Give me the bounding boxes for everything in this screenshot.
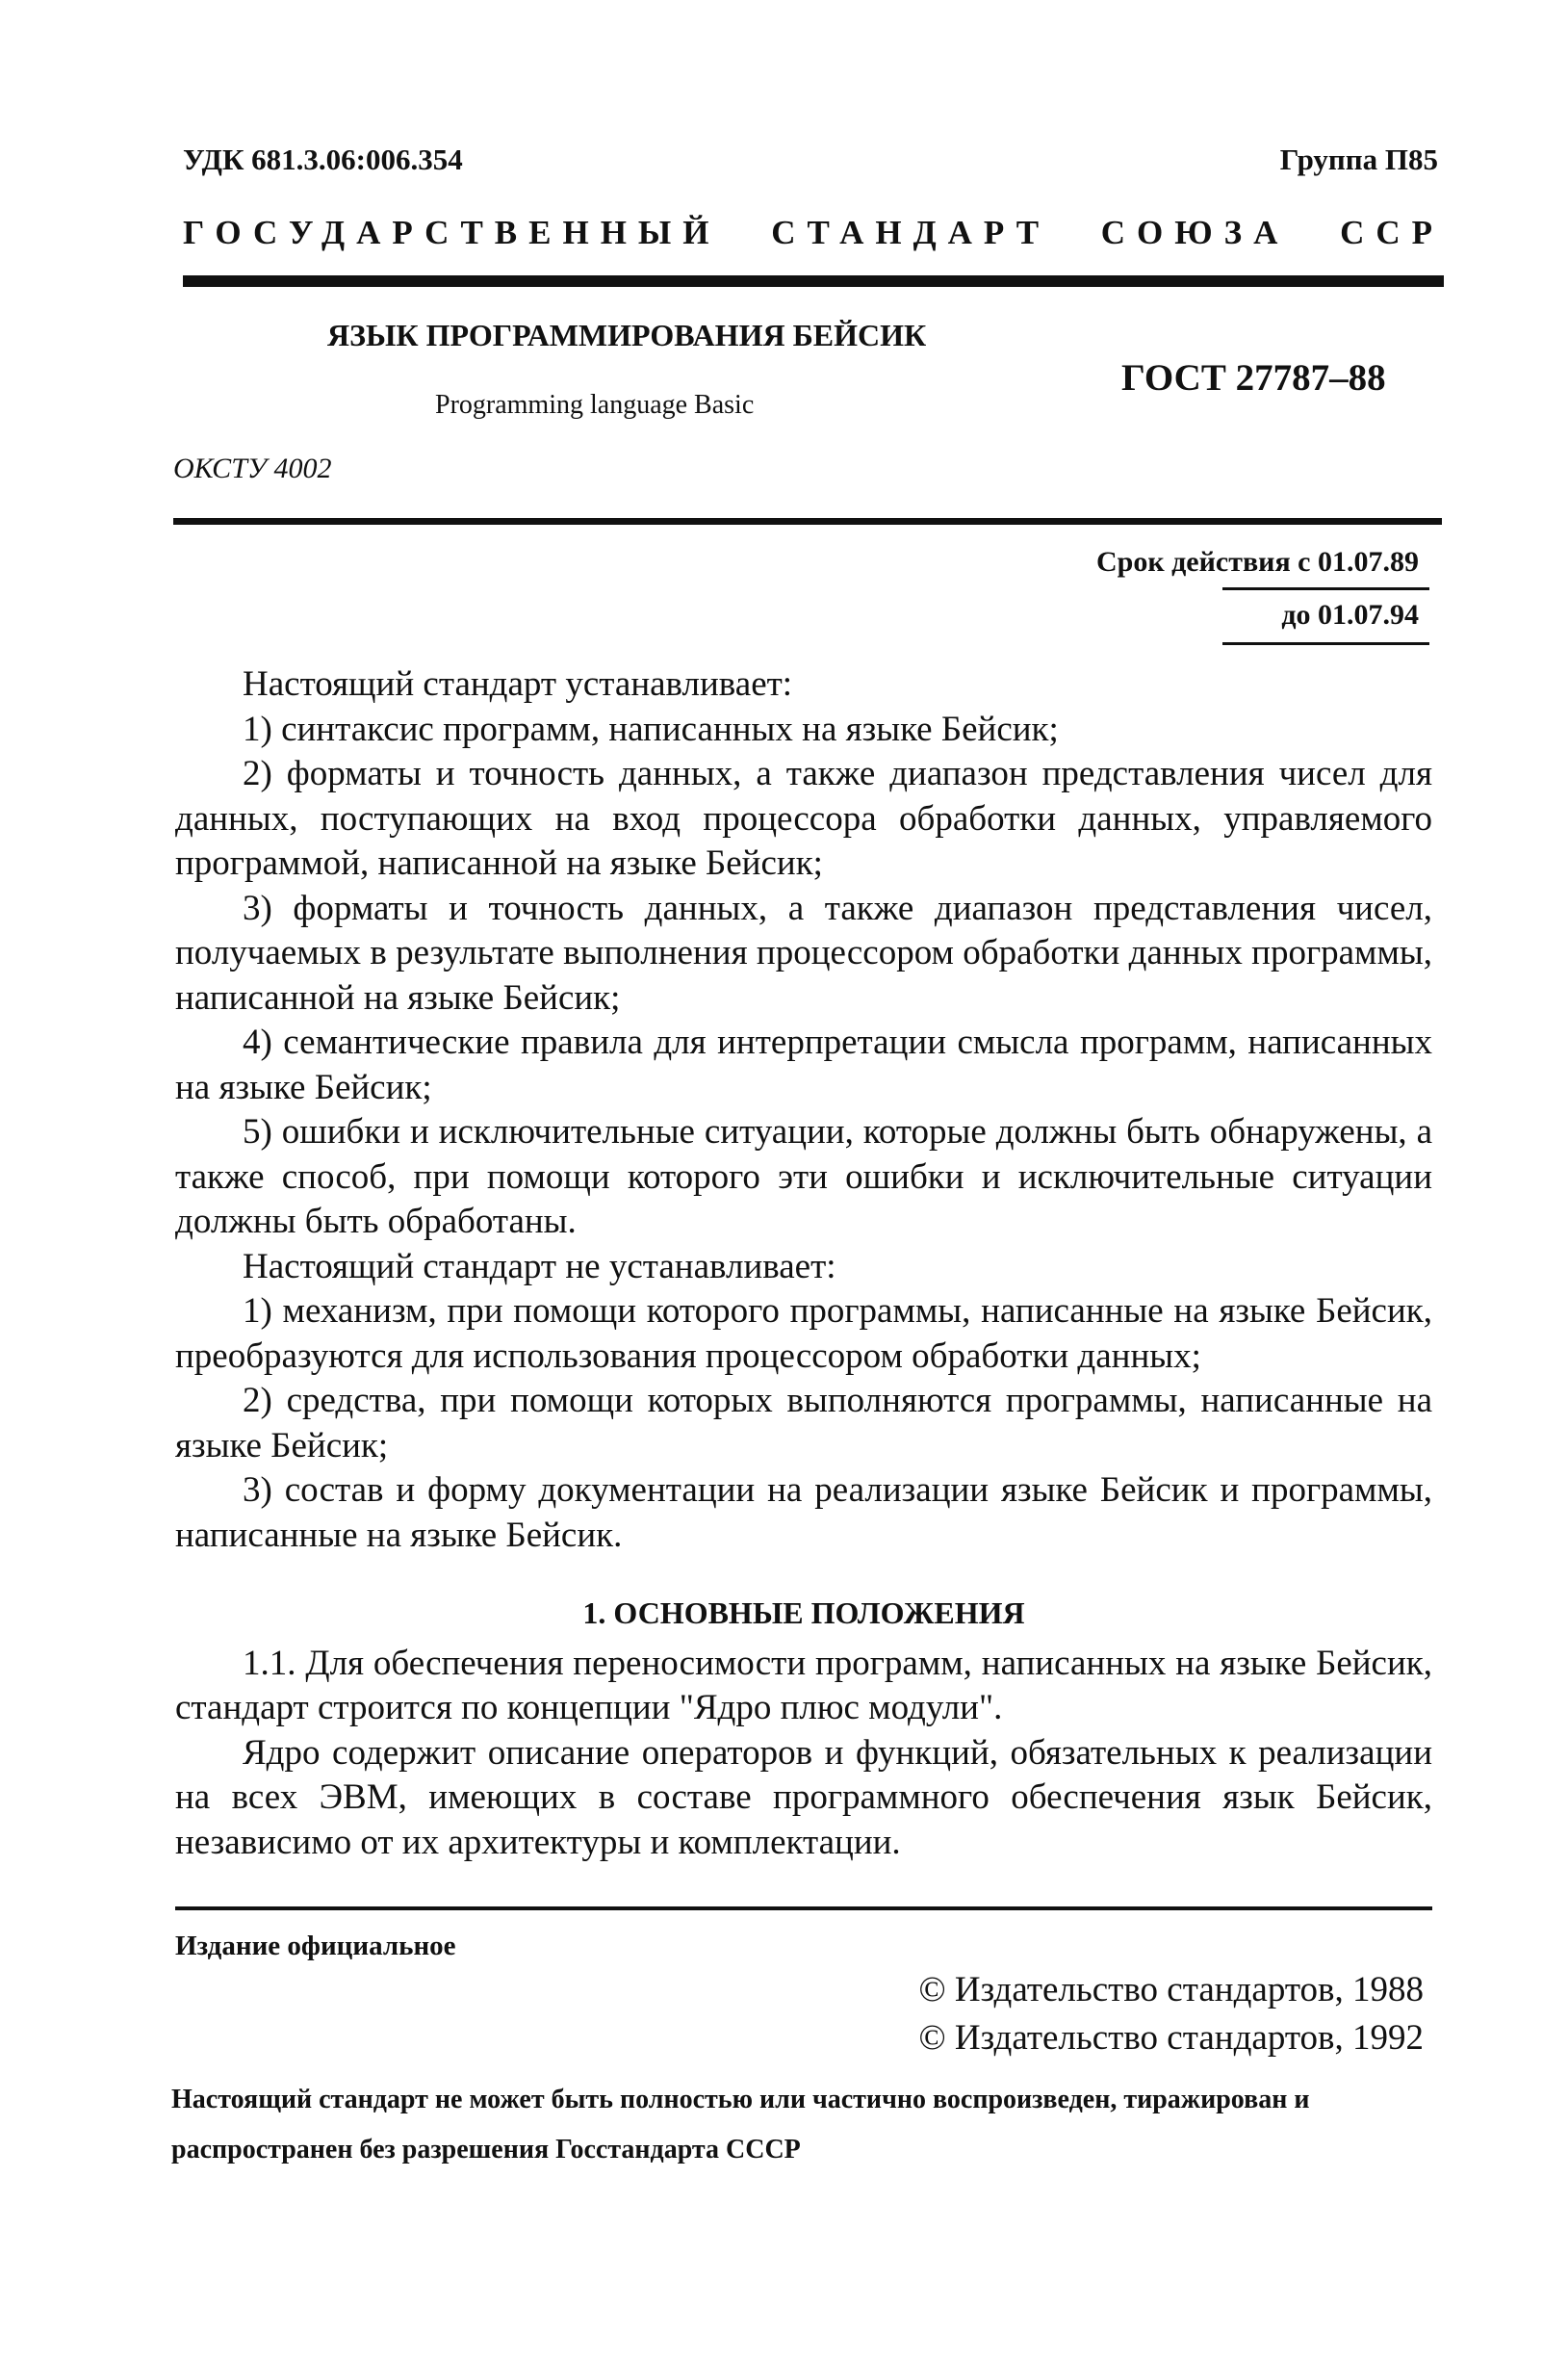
validity-underline: [1222, 587, 1429, 590]
state-standard-banner: [183, 214, 1444, 252]
banner-word: СТАНДАРТ: [771, 214, 1051, 251]
paragraph: 3) состав и форму документации на реализации языке Бейсик и программы, написанные на языке Бейсик.: [175, 1470, 1432, 1555]
title-rule: [173, 518, 1442, 525]
document-subtitle-english: Programming language Basic: [435, 390, 755, 420]
group-code: Группа П85: [1279, 143, 1438, 176]
copyright-line: © Издательство стандартов, 1992: [918, 2018, 1424, 2058]
validity-end: до 01.07.94: [1281, 599, 1419, 631]
copyright-line: © Издательство стандартов, 1988: [918, 1970, 1424, 2009]
paragraph: 1) синтаксис программ, написанных на языке Бейсик;: [243, 709, 1059, 749]
footer-rule: [175, 1906, 1432, 1910]
reproduction-notice: Настоящий стандарт не может быть полностью или частично воспроизведен, тиражирован и распространен без разрешения Госстандарта СССР: [171, 2085, 1310, 2165]
paragraph: 4) семантические правила для интерпретации смысла программ, написанных на языке Бейсик;: [175, 1023, 1432, 1107]
paragraph: Настоящий стандарт не устанавливает:: [243, 1246, 836, 1286]
official-edition-label: Издание официальное: [175, 1931, 456, 1961]
paragraph: Настоящий стандарт устанавливает:: [243, 664, 793, 704]
header-rule: [183, 275, 1444, 287]
gost-number: ГОСТ 27787–88: [1121, 357, 1386, 399]
paragraph: 1) механизм, при помощи которого программы, написанные на языке Бейсик, преобразуются для использования процессором обработки данных;: [175, 1291, 1432, 1376]
section-heading: 1. ОСНОВНЫЕ ПОЛОЖЕНИЯ: [582, 1595, 1025, 1630]
validity-start: Срок действия с 01.07.89: [1096, 546, 1419, 578]
paragraph: 3) форматы и точность данных, а также диапазон представления чисел, получаемых в результате выполнения процессором обработки данных программы, написанной на языке Бейсик;: [175, 888, 1432, 1018]
document-body: [175, 662, 1432, 1865]
banner-word: ГОСУДАРСТВЕННЫЙ: [183, 214, 721, 251]
paragraph: Ядро содержит описание операторов и функций, обязательных к реализации на всех ЭВМ, имеющих в составе программного обеспечения язык Бейсик, независимо от их архитектуры и комплектации.: [175, 1732, 1432, 1862]
banner-word: ССР: [1340, 214, 1444, 251]
paragraph: 2) форматы и точность данных, а также диапазон представления чисел для данных, поступающих на вход процессора обработки данных, управляемого программой, написанной на языке Бейсик;: [175, 754, 1432, 883]
okstu-code: ОКСТУ 4002: [173, 453, 332, 484]
validity-underline: [1222, 642, 1429, 645]
document-title: ЯЗЫК ПРОГРАММИРОВАНИЯ БЕЙСИК: [327, 318, 927, 352]
paragraph: 2) средства, при помощи которых выполняются программы, написанные на языке Бейсик;: [175, 1381, 1432, 1465]
paragraph: 5) ошибки и исключительные ситуации, которые должны быть обнаружены, а также способ, при помощи которого эти ошибки и исключительные ситуации должны быть обработаны.: [175, 1112, 1432, 1241]
udk-code: УДК 681.3.06:006.354: [183, 143, 463, 176]
paragraph: 1.1. Для обеспечения переносимости программ, написанных на языке Бейсик, стандарт строится по концепции "Ядро плюс модули".: [175, 1643, 1432, 1727]
banner-word: СОЮЗА: [1100, 214, 1290, 251]
